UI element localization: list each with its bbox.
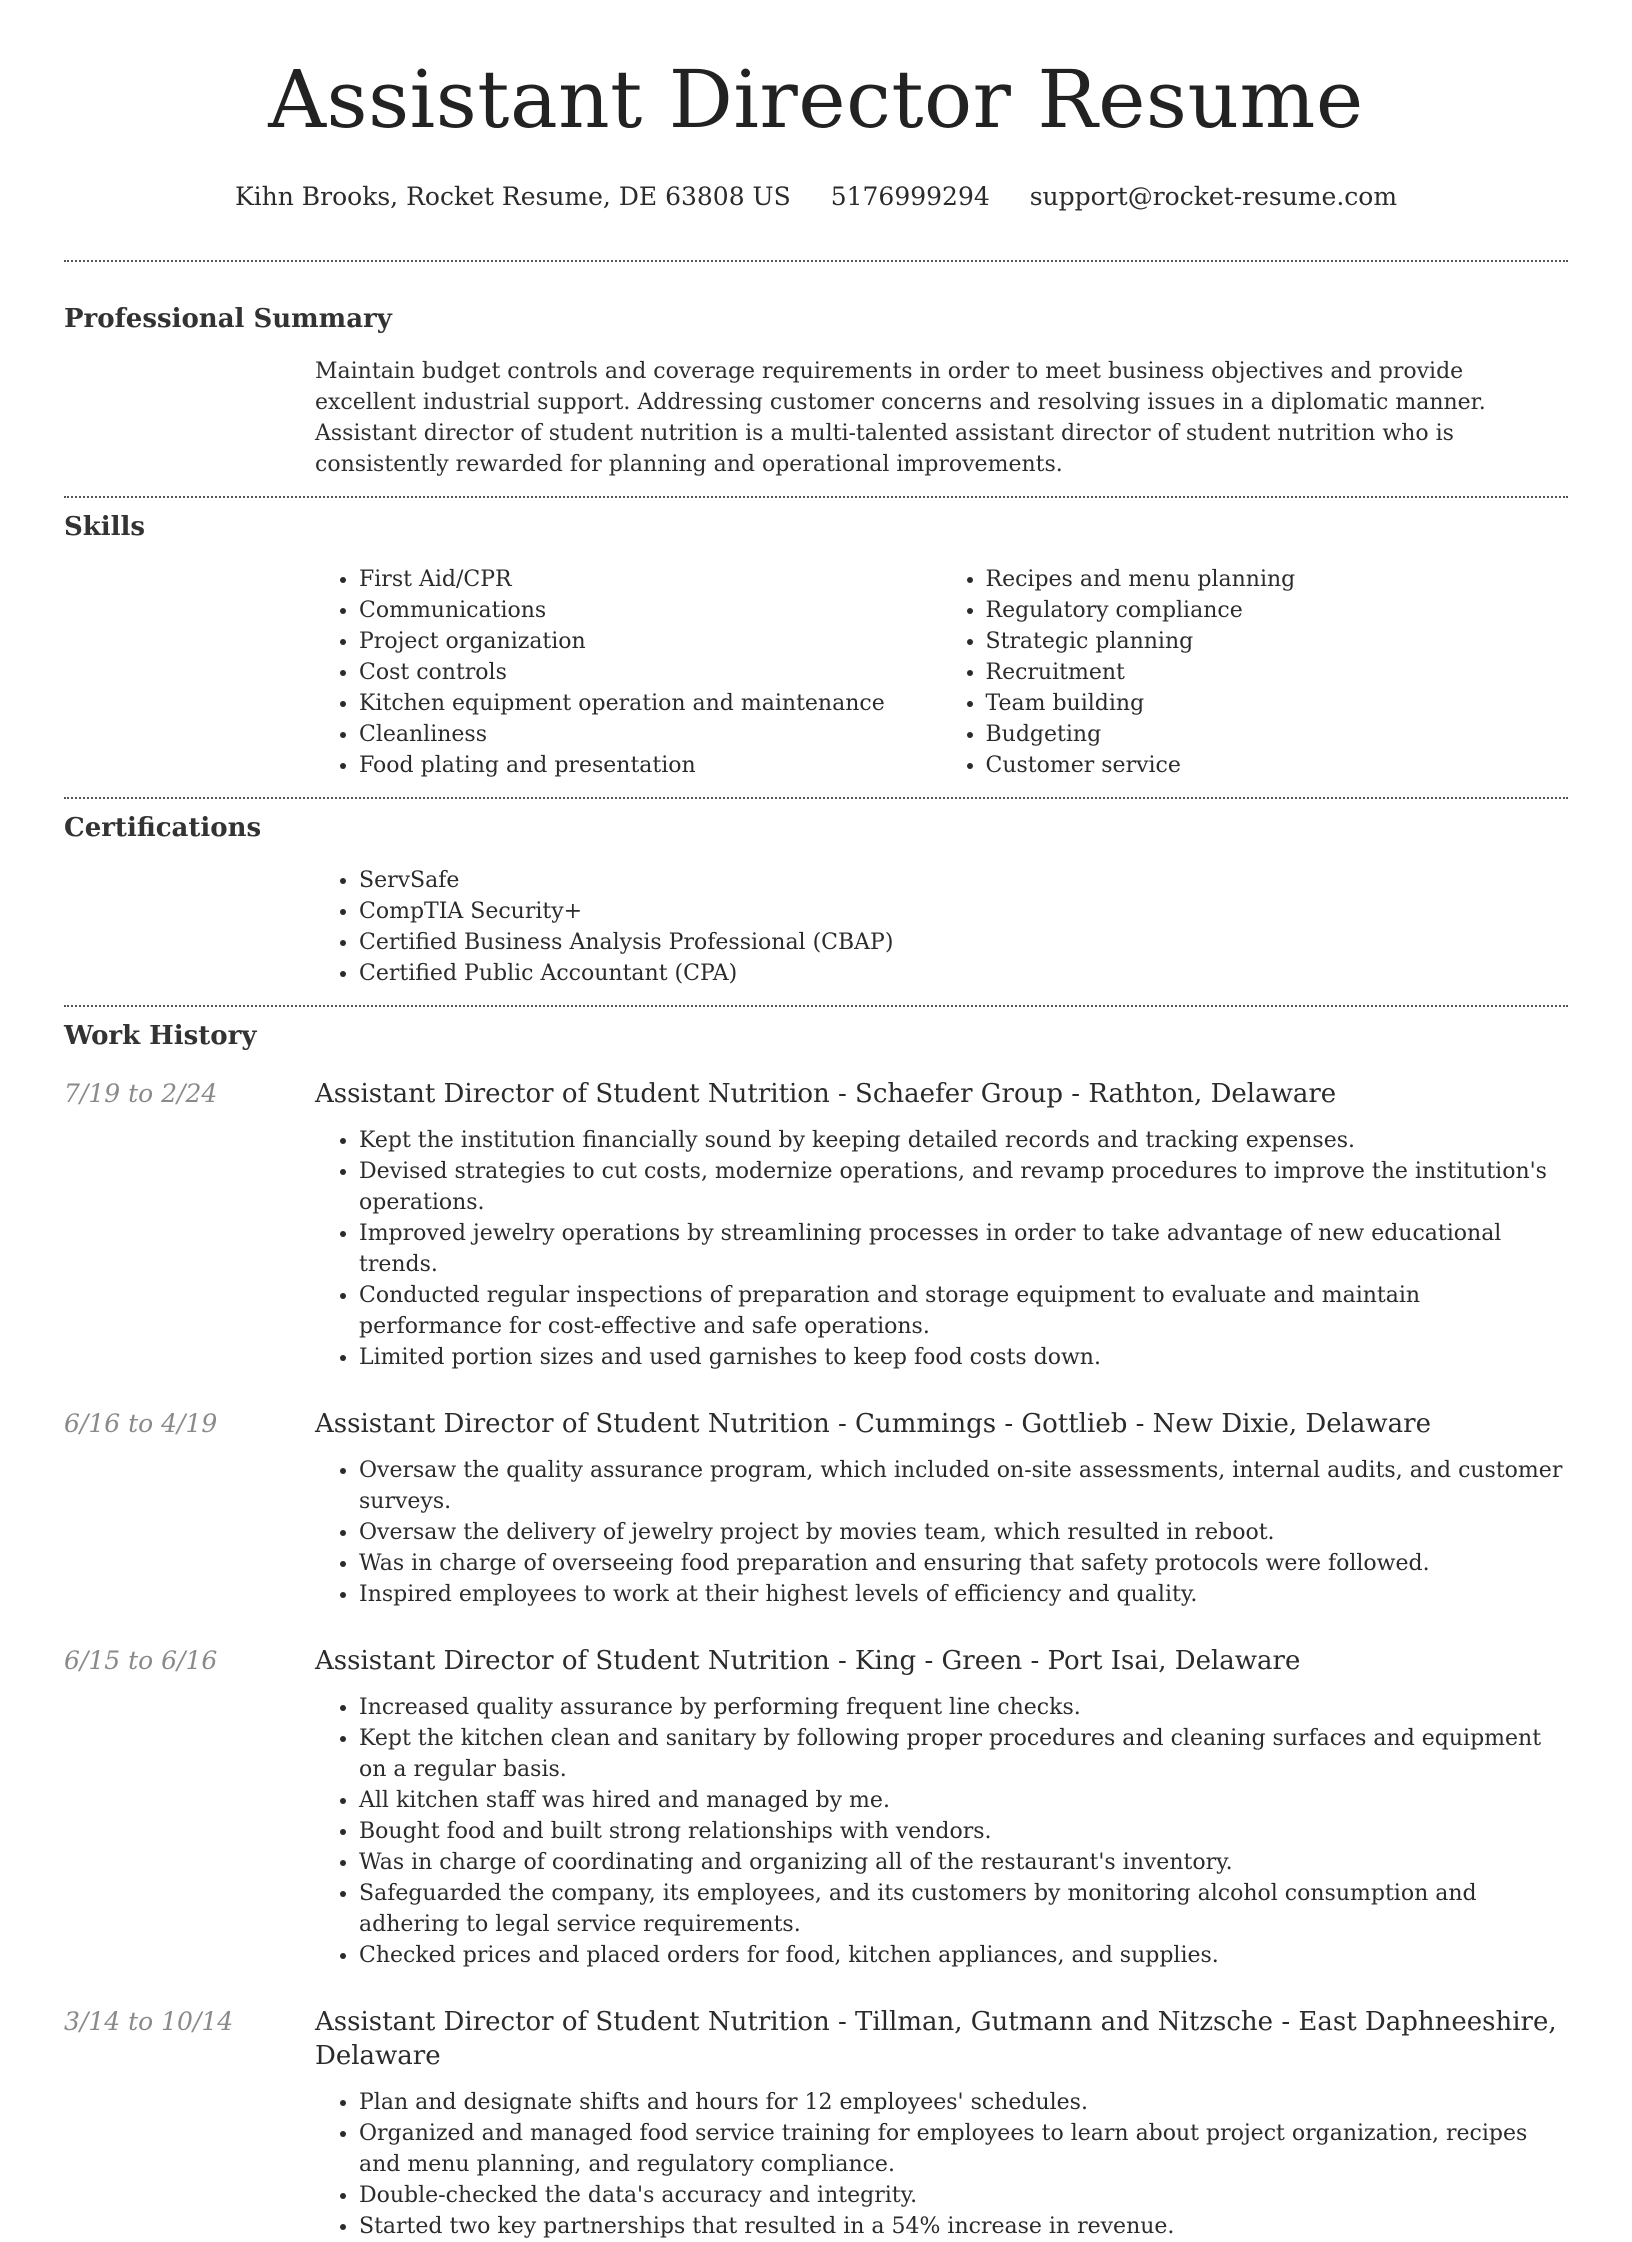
resume-title: Assistant Director Resume	[268, 53, 1364, 146]
job-bullets	[315, 1455, 1568, 1610]
job-title: Assistant Director of Student Nutrition - Schaefer Group - Rathton, Delaware	[315, 1079, 1337, 1109]
job-bullet: • Bought food and built strong relationships with vendors.	[359, 1816, 1568, 1847]
skill-item: • Recipes and menu planning	[986, 564, 1569, 595]
job-title: Assistant Director of Student Nutrition - King - Green - Port Isai, Delaware	[315, 1646, 1301, 1676]
job-bullet: • Kept the kitchen clean and sanitary by following proper procedures and cleaning surfaces and equipment on a regular basis.	[359, 1723, 1568, 1785]
job-bullet: • Double-checked the data's accuracy and integrity.	[359, 2180, 1568, 2211]
skills-column-left	[315, 564, 942, 781]
job-bullets	[315, 1125, 1568, 1373]
skill-item: • Team building	[986, 688, 1569, 719]
skill-item: • Customer service	[986, 750, 1569, 781]
skill-item: • First Aid/CPR	[359, 564, 942, 595]
divider	[64, 797, 1568, 799]
job-title: Assistant Director of Student Nutrition - Cummings - Gottlieb - New Dixie, Delaware	[315, 1409, 1431, 1439]
job-bullet: • Checked prices and placed orders for food, kitchen appliances, and supplies.	[359, 1940, 1568, 1971]
divider	[64, 496, 1568, 498]
job-bullet: • Limited portion sizes and used garnishes to keep food costs down.	[359, 1342, 1568, 1373]
certifications-heading: Certifications	[64, 813, 262, 843]
job-bullet: • Organized and managed food service training for employees to learn about project organization, recipes and menu planning, and regulatory compliance.	[359, 2118, 1568, 2180]
contact-phone: 5176999294	[830, 182, 990, 211]
skills-list	[315, 564, 1568, 781]
job-dates: 7/19 to 2/24	[64, 1079, 218, 1108]
work-heading: Work History	[64, 1021, 257, 1051]
skill-item: • Regulatory compliance	[986, 595, 1569, 626]
skill-item: • Food plating and presentation	[359, 750, 942, 781]
job-bullet: • All kitchen staff was hired and managed by me.	[359, 1785, 1568, 1816]
certification-item: • CompTIA Security+	[359, 896, 1568, 927]
skills-section	[64, 510, 1568, 781]
contact-line	[0, 180, 1632, 214]
skills-column-right	[942, 564, 1569, 781]
skill-item: • Recruitment	[986, 657, 1569, 688]
skills-heading: Skills	[64, 512, 146, 542]
job-entry	[64, 1644, 1568, 1971]
skill-item: • Budgeting	[986, 719, 1569, 750]
work-section	[64, 1019, 1568, 2242]
job-bullet: • Started two key partnerships that resulted in a 54% increase in revenue.	[359, 2211, 1568, 2242]
job-entry	[64, 1077, 1568, 1373]
summary-heading: Professional Summary	[64, 304, 392, 334]
certifications-list	[315, 865, 1568, 989]
job-bullet: • Kept the institution financially sound by keeping detailed records and tracking expenses.	[359, 1125, 1568, 1156]
job-bullet: • Oversaw the quality assurance program, which included on-site assessments, internal audits, and customer surveys.	[359, 1455, 1568, 1517]
skill-item: • Project organization	[359, 626, 942, 657]
job-bullet: • Improved jewelry operations by streamlining processes in order to take advantage of new educational trends.	[359, 1218, 1568, 1280]
summary-section	[64, 302, 1568, 480]
job-entry	[64, 2005, 1568, 2242]
skill-item: • Cost controls	[359, 657, 942, 688]
skill-item: • Cleanliness	[359, 719, 942, 750]
divider	[64, 260, 1568, 262]
job-bullet: • Oversaw the delivery of jewelry project by movies team, which resulted in reboot.	[359, 1517, 1568, 1548]
job-bullet: • Increased quality assurance by performing frequent line checks.	[359, 1692, 1568, 1723]
job-dates: 3/14 to 10/14	[64, 2007, 234, 2036]
job-bullet: • Was in charge of overseeing food preparation and ensuring that safety protocols were followed.	[359, 1548, 1568, 1579]
job-bullet: • Devised strategies to cut costs, modernize operations, and revamp procedures to improve the institution's operations.	[359, 1156, 1568, 1218]
job-bullet: • Plan and designate shifts and hours for 12 employees' schedules.	[359, 2087, 1568, 2118]
contact-address: Kihn Brooks, Rocket Resume, DE 63808 US	[234, 182, 791, 211]
job-bullet: • Inspired employees to work at their highest levels of efficiency and quality.	[359, 1579, 1568, 1610]
job-bullet: • Safeguarded the company, its employees, and its customers by monitoring alcohol consumption and adhering to legal service requirements.	[359, 1878, 1568, 1940]
certification-item: • ServSafe	[359, 865, 1568, 896]
summary-text: Maintain budget controls and coverage requirements in order to meet business objectives and provide excellent industrial support. Addressing customer concerns and resolving issues in a diplomatic manner. Assistant director of student nutrition is a multi-talented assistant director of student nutrition who is consistently rewarded for planning and operational improvements.	[315, 359, 1486, 477]
skill-item: • Strategic planning	[986, 626, 1569, 657]
skill-item: • Kitchen equipment operation and maintenance	[359, 688, 942, 719]
certification-item: • Certified Public Accountant (CPA)	[359, 958, 1568, 989]
job-bullets	[315, 2087, 1568, 2242]
job-entry	[64, 1407, 1568, 1610]
job-dates: 6/16 to 4/19	[64, 1409, 218, 1438]
job-title: Assistant Director of Student Nutrition - Tillman, Gutmann and Nitzsche - East Daphneeshire, Delaware	[315, 2007, 1557, 2071]
job-dates: 6/15 to 6/16	[64, 1646, 218, 1675]
job-bullet: • Conducted regular inspections of preparation and storage equipment to evaluate and maintain performance for cost-effective and safe operations.	[359, 1280, 1568, 1342]
job-bullet: • Was in charge of coordinating and organizing all of the restaurant's inventory.	[359, 1847, 1568, 1878]
divider	[64, 1005, 1568, 1007]
certifications-section	[64, 811, 1568, 989]
skill-item: • Communications	[359, 595, 942, 626]
contact-email: support@rocket-resume.com	[1029, 182, 1398, 211]
certification-item: • Certified Business Analysis Professional (CBAP)	[359, 927, 1568, 958]
job-bullets	[315, 1692, 1568, 1971]
